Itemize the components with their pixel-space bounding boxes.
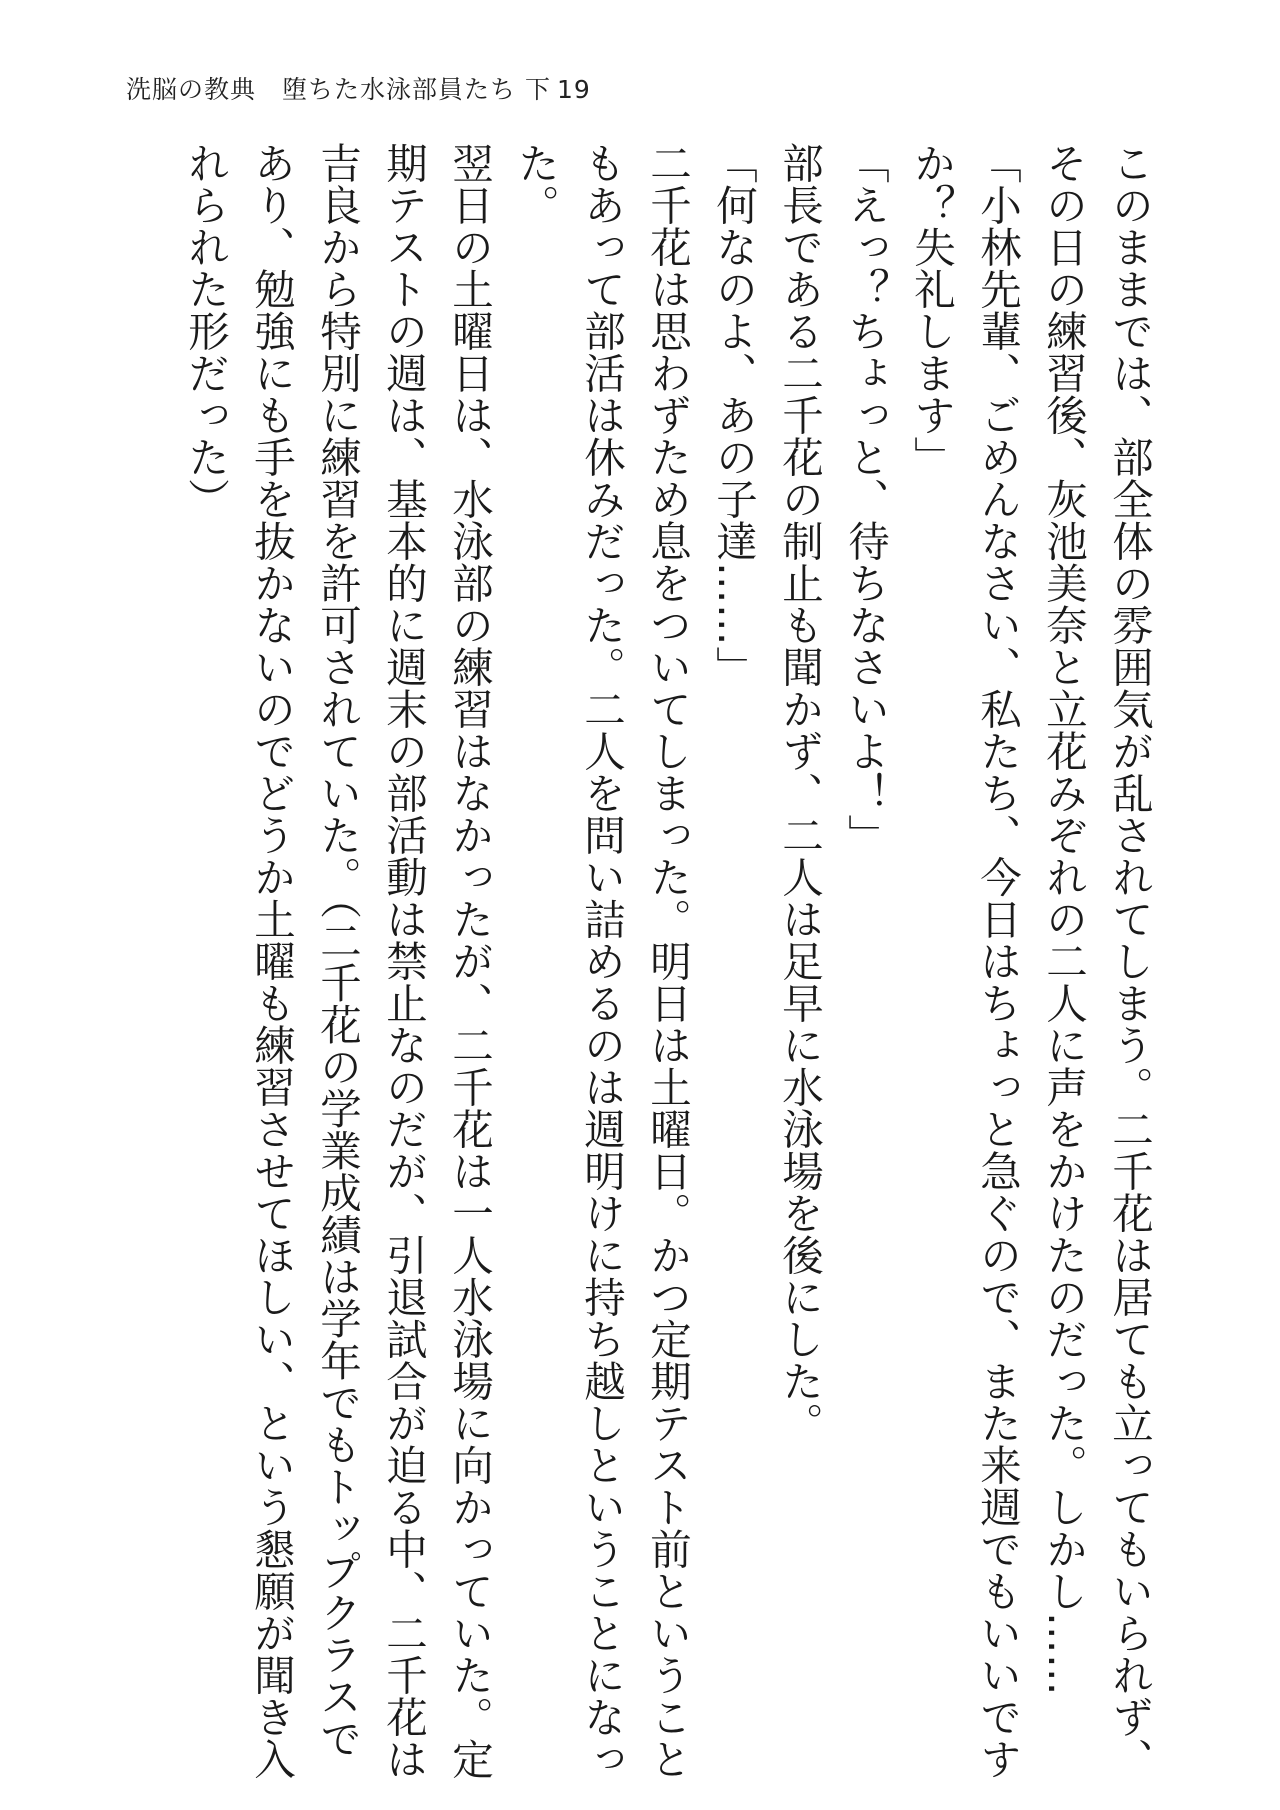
paragraph: 「えっ？ちょっと、待ちなさいよ！」: [841, 142, 890, 856]
page-number: 19: [556, 75, 591, 104]
paragraph: 「小林先輩、ごめんなさい、私たち、今日はちょっと急ぐので、また来週でもいいですか？失礼します」: [907, 142, 1022, 1780]
paragraph: 二千花は思わずため息をついてしまった。明日は土曜日。かつ定期テスト前ということもあって部活は休みだった。二人を問い詰めるのは週明けに持ち越しということになった。: [511, 142, 692, 1780]
vertical-body-text: [172, 142, 1162, 1782]
paragraph: このままでは、部全体の雰囲気が乱されてしまう。二千花は居ても立ってもいられず、その日の練習後、灰池美奈と立花みぞれの二人に声をかけたのだった。しかし……: [1039, 142, 1154, 1780]
book-title: 洗脳の教典 堕ちた水泳部員たち 下: [126, 75, 551, 104]
running-header: [126, 70, 591, 106]
paragraph: 部長である二千花の制止も聞かず、二人は足早に水泳場を後にした。: [775, 142, 824, 1444]
paragraph: 翌日の土曜日は、水泳部の練習はなかったが、二千花は一人水泳場に向かっていた。定期テストの週は、基本的に週末の部活動は禁止なのだが、引退試合が迫る中、二千花は吉良から特別に練習を許可されていた。（二千花の学業成績は学年でもトップクラスであり、勉強にも手を抜かないのでどうか土曜も練習させてほしい、という懇願が聞き入れられた形だった）: [181, 142, 494, 1780]
paragraph: 「何なのよ、あの子達……」: [709, 142, 758, 688]
